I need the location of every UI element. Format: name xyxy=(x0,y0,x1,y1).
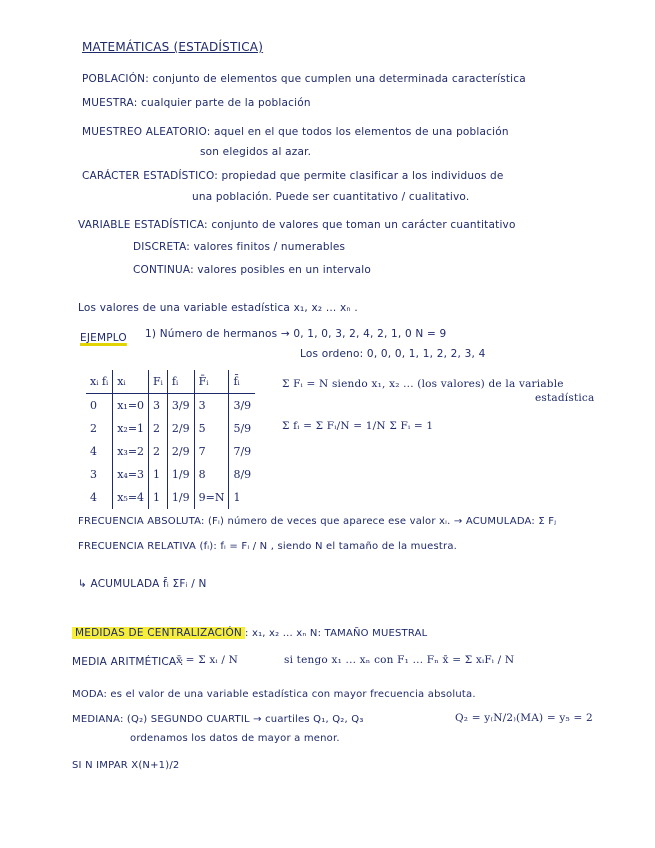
table-row xyxy=(86,440,255,463)
col-header: xᵢ xyxy=(113,370,149,394)
table-cell: x₂=1 xyxy=(113,417,149,440)
table-cell: 3/9 xyxy=(233,399,252,412)
table-cell: 2 xyxy=(149,417,168,440)
table-cell: 2/9 xyxy=(167,417,194,440)
table-row xyxy=(86,394,255,418)
def-caracter-1: CARÁCTER ESTADÍSTICO: propiedad que permite clasificar a los individuos de xyxy=(82,170,504,182)
mediana-2: ordenamos los datos de mayor a menor. xyxy=(130,733,340,744)
def-variable: VARIABLE ESTADÍSTICA: conjunto de valores que toman un carácter cuantitativo xyxy=(78,219,516,231)
table-cell: 7/9 xyxy=(233,445,252,458)
table-cell: 1 xyxy=(149,463,168,486)
centralizacion-heading-rest: : x₁, x₂ ... xₙ N: TAMAÑO MUESTRAL xyxy=(245,628,428,639)
def-discreta: DISCRETA: valores finitos / numerables xyxy=(133,241,346,253)
ejemplo-label: EJEMPLO xyxy=(80,332,127,344)
def-muestreo-1: MUESTREO ALEATORIO: aquel en el que todos los elementos de una población xyxy=(82,126,509,138)
media-formula: x̄ = Σ xᵢ / N xyxy=(176,654,238,666)
table-cell: 5/9 xyxy=(233,422,252,435)
table-cell: 4 xyxy=(86,486,113,509)
table-cell: 8 xyxy=(194,463,229,486)
sum-note-1b: estadística xyxy=(535,392,595,404)
sum-note-1: Σ Fᵢ = N siendo x₁, x₂ ... (los valores) de la variable xyxy=(282,378,564,390)
col-header: F̄ᵢ xyxy=(194,370,229,394)
table-row xyxy=(86,463,255,486)
table-cell: x₃=2 xyxy=(113,440,149,463)
media-rest: si tengo x₁ ... xₙ con F₁ ... Fₙ x̄ = Σ xᵢFᵢ / N xyxy=(284,654,515,666)
table-header-row xyxy=(86,370,255,394)
table-cell: 2 xyxy=(86,417,113,440)
table-cell: 7 xyxy=(194,440,229,463)
ejemplo-ordered: Los ordeno: 0, 0, 0, 1, 1, 2, 2, 3, 4 xyxy=(300,348,486,360)
table-cell: 0 xyxy=(86,394,113,418)
table-cell: 1 xyxy=(233,491,241,504)
mediana-1: MEDIANA: (Q₂) SEGUNDO CUARTIL → cuartiles Q₁, Q₂, Q₃ xyxy=(72,714,364,725)
col-header: xᵢ fᵢ xyxy=(86,370,113,394)
frecuencia-relativa: FRECUENCIA RELATIVA (fᵢ): fᵢ = Fᵢ / N , siendo N el tamaño de la muestra. xyxy=(78,541,458,552)
centralizacion-heading: MEDIDAS DE CENTRALIZACIÓN xyxy=(72,627,245,639)
def-muestreo-2: son elegidos al azar. xyxy=(200,146,312,158)
frecuencia-acumulada: ↳ ACUMULADA f̄ᵢ ΣFᵢ / N xyxy=(78,578,207,590)
media-label: MEDIA ARITMÉTICA : xyxy=(72,656,184,668)
col-header: f̄ᵢ xyxy=(229,370,255,394)
col-header: Fᵢ xyxy=(149,370,168,394)
mediana-right: Q₂ = y₍N/2₎(MA) = y₅ = 2 xyxy=(455,712,593,724)
centralizacion-line xyxy=(72,627,427,639)
table-cell: x₁=0 xyxy=(113,394,149,418)
table-cell: x₅=4 xyxy=(113,486,149,509)
ejemplo-text: 1) Número de hermanos → 0, 1, 0, 3, 2, 4, 2, 1, 0 N = 9 xyxy=(145,328,447,340)
table-cell: 3 xyxy=(149,394,168,418)
def-poblacion: POBLACIÓN: conjunto de elementos que cumplen una determinada característica xyxy=(82,73,526,85)
frecuencia-absoluta: FRECUENCIA ABSOLUTA: (Fᵢ) número de veces que aparece ese valor xᵢ. → ACUMULADA: Σ Fⱼ xyxy=(78,516,557,527)
table-cell: 3 xyxy=(86,463,113,486)
table-cell: 2 xyxy=(149,440,168,463)
table-cell: 9=N xyxy=(194,486,229,509)
table-row xyxy=(86,486,255,509)
table-cell: x₄=3 xyxy=(113,463,149,486)
col-header: fᵢ xyxy=(167,370,194,394)
table-cell: 3/9 xyxy=(167,394,194,418)
table-cell: 4 xyxy=(86,440,113,463)
moda-def: MODA: es el valor de una variable estadística con mayor frecuencia absoluta. xyxy=(72,689,476,700)
table-cell: 1 xyxy=(149,486,168,509)
table-cell: 3 xyxy=(194,394,229,418)
table-cell: 2/9 xyxy=(167,440,194,463)
page-title: MATEMÁTICAS (ESTADÍSTICA) xyxy=(82,40,264,54)
table-cell: 5 xyxy=(194,417,229,440)
sum-note-2: Σ fᵢ = Σ Fᵢ/N = 1/N Σ Fᵢ = 1 xyxy=(282,420,434,432)
table-cell: 1/9 xyxy=(167,463,194,486)
def-muestra: MUESTRA: cualquier parte de la población xyxy=(82,97,311,109)
table-row xyxy=(86,417,255,440)
frequency-table xyxy=(86,370,255,509)
valores-line: Los valores de una variable estadística x₁, x₂ ... xₙ . xyxy=(78,302,358,314)
impar-line: SI N IMPAR X(N+1)/2 xyxy=(72,760,180,771)
def-caracter-2: una población. Puede ser cuantitativo / cualitativo. xyxy=(192,191,470,203)
def-continua: CONTINUA: valores posibles en un intervalo xyxy=(133,264,372,276)
table-cell: 8/9 xyxy=(233,468,252,481)
table-cell: 1/9 xyxy=(167,486,194,509)
